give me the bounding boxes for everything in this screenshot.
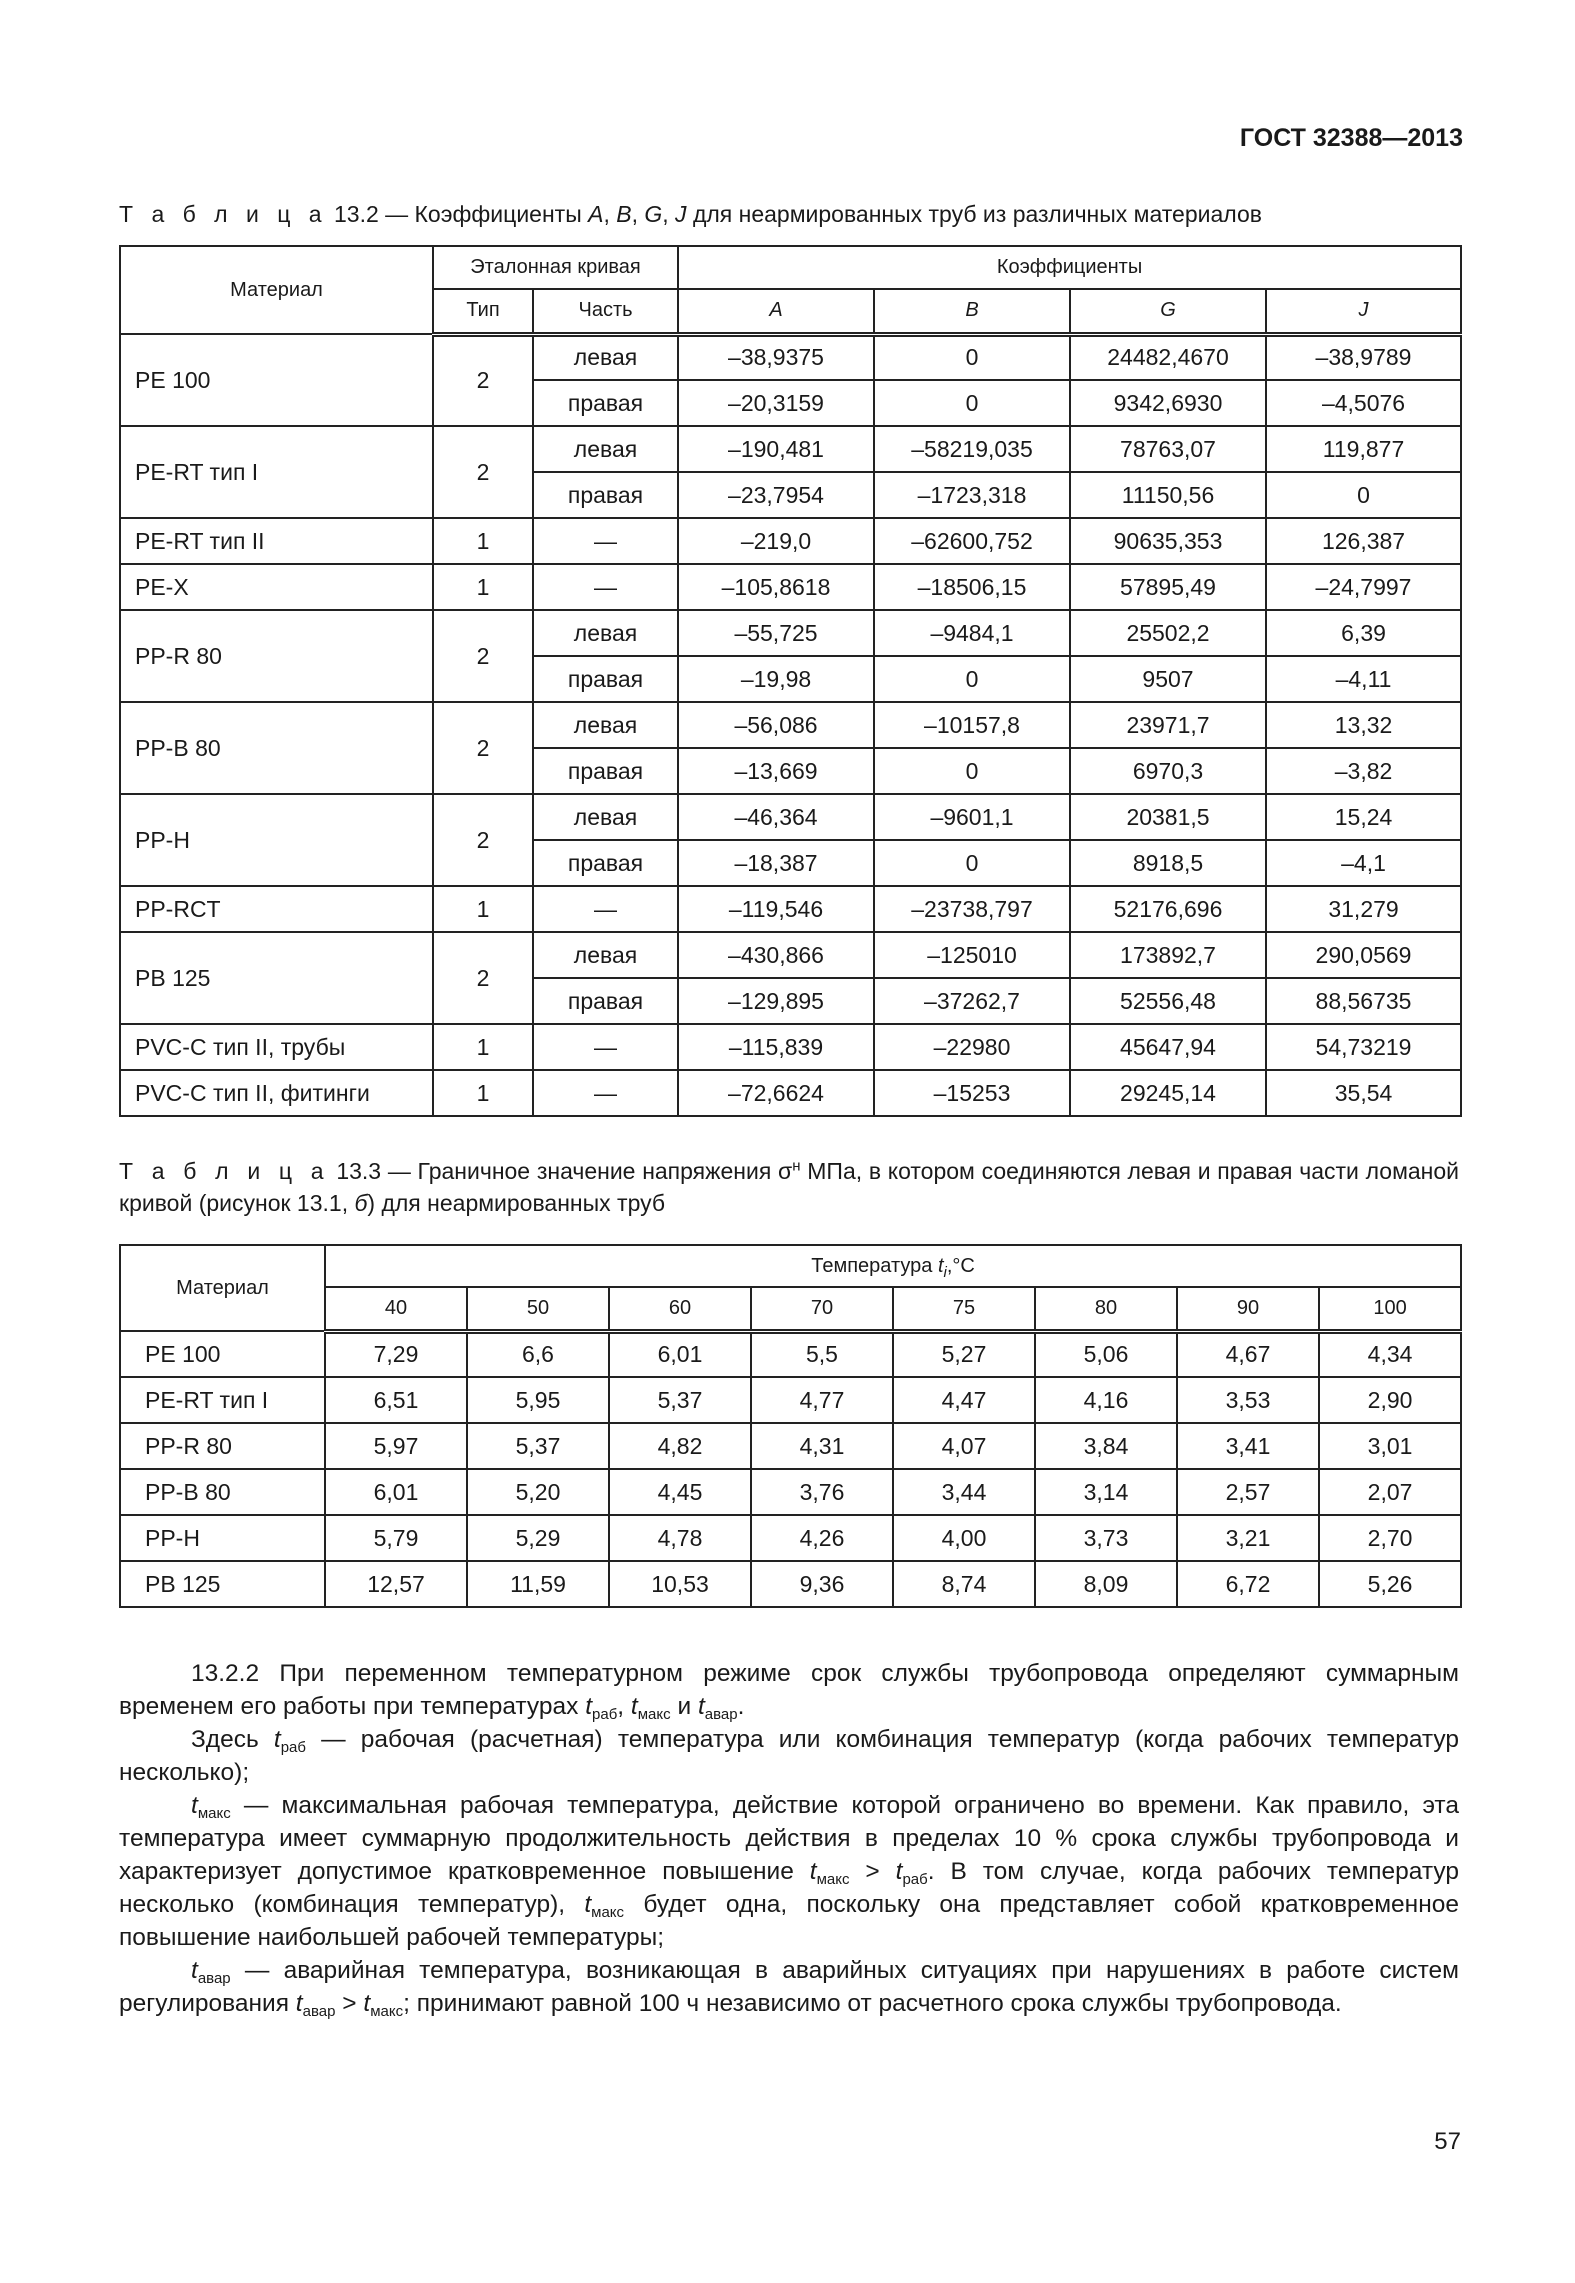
cell-part: правая <box>533 840 678 886</box>
cell-stress-value: 3,53 <box>1177 1377 1319 1423</box>
cell-type: 2 <box>433 610 533 702</box>
col-temperature-value: 80 <box>1035 1287 1177 1331</box>
table-row <box>120 1469 1461 1515</box>
cell-stress-value: 4,00 <box>893 1515 1035 1561</box>
cell-g: 173892,7 <box>1070 932 1266 978</box>
cell-stress-value: 3,44 <box>893 1469 1035 1515</box>
cell-b: –37262,7 <box>874 978 1070 1024</box>
cell-stress-value: 4,47 <box>893 1377 1035 1423</box>
cell-g: 11150,56 <box>1070 472 1266 518</box>
cell-part: — <box>533 564 678 610</box>
cell-a: –115,839 <box>678 1024 874 1070</box>
cell-stress-value: 6,6 <box>467 1331 609 1377</box>
cell-stress-value: 2,57 <box>1177 1469 1319 1515</box>
cell-a: –56,086 <box>678 702 874 748</box>
cell-part: левая <box>533 426 678 472</box>
cell-stress-value: 3,76 <box>751 1469 893 1515</box>
cell-material: PP-RCT <box>120 886 433 932</box>
table-row <box>120 932 1461 978</box>
cell-j: 126,387 <box>1266 518 1461 564</box>
cell-type: 1 <box>433 1070 533 1116</box>
table-row <box>120 426 1461 472</box>
table-row <box>120 518 1461 564</box>
cell-stress-value: 5,20 <box>467 1469 609 1515</box>
cell-material: PE 100 <box>120 1331 325 1377</box>
coefficients-table <box>119 245 1462 1117</box>
paragraph-t-maks: $t_{макс}$ — максимальная рабочая температура, действие которой ограничено во времени. Как правило, эта температура имеет суммарную продолжительность действия в пределах 10 % срока службы трубопровода и характеризует допустимое кратковременное повышение $t_{макс} > t_{раб}$. В том случае, когда рабочих температур несколько (комбинация температур), $t_{макс}$ будет одна, поскольку она представляет собой кратковременное повышение наибольшей рабочей температуры; <box>119 1792 1460 1951</box>
cell-b: 0 <box>874 656 1070 702</box>
cell-stress-value: 3,21 <box>1177 1515 1319 1561</box>
col-temperature-value: 75 <box>893 1287 1035 1331</box>
cell-g: 25502,2 <box>1070 610 1266 656</box>
cell-part: левая <box>533 932 678 978</box>
cell-stress-value: 3,73 <box>1035 1515 1177 1561</box>
col-b: B <box>874 289 1070 334</box>
cell-material: PE 100 <box>120 334 433 426</box>
cell-b: –22980 <box>874 1024 1070 1070</box>
cell-stress-value: 6,51 <box>325 1377 467 1423</box>
cell-stress-value: 4,16 <box>1035 1377 1177 1423</box>
cell-stress-value: 4,07 <box>893 1423 1035 1469</box>
table-13-2-caption: Т а б л и ц а 13.2 — Коэффициенты A, B, G, J для неармированных труб из различных материалов <box>119 201 1262 227</box>
col-temperature-value: 60 <box>609 1287 751 1331</box>
cell-part: левая <box>533 702 678 748</box>
col-a: A <box>678 289 874 334</box>
cell-b: 0 <box>874 334 1070 380</box>
cell-stress-value: 3,41 <box>1177 1423 1319 1469</box>
col-part: Часть <box>533 289 678 334</box>
cell-stress-value: 4,31 <box>751 1423 893 1469</box>
cell-stress-value: 8,74 <box>893 1561 1035 1607</box>
cell-a: –46,364 <box>678 794 874 840</box>
cell-a: –119,546 <box>678 886 874 932</box>
cell-a: –18,387 <box>678 840 874 886</box>
cell-material: PP-H <box>120 794 433 886</box>
table-row <box>120 886 1461 932</box>
cell-j: 35,54 <box>1266 1070 1461 1116</box>
cell-stress-value: 4,67 <box>1177 1331 1319 1377</box>
cell-stress-value: 5,37 <box>467 1423 609 1469</box>
cell-part: — <box>533 1024 678 1070</box>
table-row <box>120 1070 1461 1116</box>
cell-part: левая <box>533 334 678 380</box>
cell-j: 119,877 <box>1266 426 1461 472</box>
cell-j: 31,279 <box>1266 886 1461 932</box>
cell-stress-value: 4,45 <box>609 1469 751 1515</box>
cell-part: левая <box>533 794 678 840</box>
cell-stress-value: 2,90 <box>1319 1377 1461 1423</box>
cell-b: –58219,035 <box>874 426 1070 472</box>
col-material: Материал <box>120 1245 325 1331</box>
cell-g: 52556,48 <box>1070 978 1266 1024</box>
table-row <box>120 702 1461 748</box>
cell-material: PVC-C тип II, трубы <box>120 1024 433 1070</box>
cell-b: –10157,8 <box>874 702 1070 748</box>
cell-a: –23,7954 <box>678 472 874 518</box>
cell-b: 0 <box>874 748 1070 794</box>
cell-a: –19,98 <box>678 656 874 702</box>
cell-stress-value: 4,77 <box>751 1377 893 1423</box>
cell-stress-value: 3,84 <box>1035 1423 1177 1469</box>
cell-stress-value: 5,37 <box>609 1377 751 1423</box>
cell-b: –1723,318 <box>874 472 1070 518</box>
table-row <box>120 1561 1461 1607</box>
cell-material: PE-X <box>120 564 433 610</box>
cell-type: 1 <box>433 886 533 932</box>
cell-part: левая <box>533 610 678 656</box>
col-coefficients: Коэффициенты <box>678 246 1461 289</box>
cell-material: PVC-C тип II, фитинги <box>120 1070 433 1116</box>
cell-material: PE-RT тип I <box>120 426 433 518</box>
cell-g: 29245,14 <box>1070 1070 1266 1116</box>
cell-b: 0 <box>874 380 1070 426</box>
cell-b: –15253 <box>874 1070 1070 1116</box>
cell-part: правая <box>533 748 678 794</box>
cell-material: PP-B 80 <box>120 702 433 794</box>
cell-type: 2 <box>433 794 533 886</box>
cell-type: 1 <box>433 518 533 564</box>
cell-stress-value: 6,01 <box>609 1331 751 1377</box>
col-temperature-value: 100 <box>1319 1287 1461 1331</box>
cell-stress-value: 8,09 <box>1035 1561 1177 1607</box>
cell-j: –4,11 <box>1266 656 1461 702</box>
cell-j: –38,9789 <box>1266 334 1461 380</box>
cell-part: — <box>533 518 678 564</box>
cell-material: PB 125 <box>120 1561 325 1607</box>
cell-g: 23971,7 <box>1070 702 1266 748</box>
cell-stress-value: 4,78 <box>609 1515 751 1561</box>
cell-part: правая <box>533 656 678 702</box>
cell-stress-value: 4,34 <box>1319 1331 1461 1377</box>
col-reference-curve: Эталонная кривая <box>433 246 678 289</box>
cell-g: 57895,49 <box>1070 564 1266 610</box>
cell-material: PP-R 80 <box>120 610 433 702</box>
paragraph-t-rab: Здесь $t_{раб}$ — рабочая (расчетная) температура или комбинация температур (когда рабочих температур несколько); <box>119 1726 1460 1786</box>
table-row <box>120 564 1461 610</box>
cell-g: 90635,353 <box>1070 518 1266 564</box>
cell-stress-value: 3,01 <box>1319 1423 1461 1469</box>
cell-b: –18506,15 <box>874 564 1070 610</box>
cell-stress-value: 5,29 <box>467 1515 609 1561</box>
cell-stress-value: 4,26 <box>751 1515 893 1561</box>
cell-j: –4,5076 <box>1266 380 1461 426</box>
col-temperature-value: 90 <box>1177 1287 1319 1331</box>
col-j: J <box>1266 289 1461 334</box>
cell-stress-value: 5,06 <box>1035 1331 1177 1377</box>
cell-stress-value: 5,97 <box>325 1423 467 1469</box>
cell-stress-value: 4,82 <box>609 1423 751 1469</box>
cell-g: 24482,4670 <box>1070 334 1266 380</box>
table-row <box>120 610 1461 656</box>
col-material: Материал <box>120 246 433 334</box>
col-temperature-value: 50 <box>467 1287 609 1331</box>
cell-j: 15,24 <box>1266 794 1461 840</box>
cell-g: 8918,5 <box>1070 840 1266 886</box>
paragraph-t-avar: $t_{авар}$ — аварийная температура, возникающая в аварийных ситуациях при нарушениях в работе систем регулирования $t_{авар} > t_{макс}$; принимают равной 100 ч независимо от расчетного срока службы трубопровода. <box>119 1957 1459 2020</box>
cell-part: правая <box>533 978 678 1024</box>
cell-j: 54,73219 <box>1266 1024 1461 1070</box>
cell-j: 290,0569 <box>1266 932 1461 978</box>
body-text <box>119 1657 1459 2020</box>
stress-limit-table <box>119 1244 1462 1608</box>
standard-designation: ГОСТ 32388—2013 <box>1239 124 1463 152</box>
cell-part: — <box>533 886 678 932</box>
cell-stress-value: 5,95 <box>467 1377 609 1423</box>
cell-stress-value: 5,27 <box>893 1331 1035 1377</box>
cell-material: PE-RT тип II <box>120 518 433 564</box>
table-row <box>120 1024 1461 1070</box>
cell-j: –3,82 <box>1266 748 1461 794</box>
paragraph-13-2-2: 13.2.2 При переменном температурном режиме срок службы трубопровода определяют суммарным временем его работы при температурах $t_{раб}$, $t_{макс}$ и $t_{авар}$. <box>119 1660 1459 1723</box>
cell-g: 52176,696 <box>1070 886 1266 932</box>
cell-material: PP-H <box>120 1515 325 1561</box>
table-13-3-caption: Т а б л и ц а 13.3 — Граничное значение напряжения $\sigma^н$ МПа, в котором соединяются левая и правая части ломаной кривой (рисунок 13.1, б) для неармированных труб <box>119 1157 1460 1216</box>
cell-a: –72,6624 <box>678 1070 874 1116</box>
cell-stress-value: 2,07 <box>1319 1469 1461 1515</box>
cell-a: –190,481 <box>678 426 874 472</box>
cell-g: 9342,6930 <box>1070 380 1266 426</box>
cell-a: –55,725 <box>678 610 874 656</box>
cell-a: –430,866 <box>678 932 874 978</box>
cell-stress-value: 12,57 <box>325 1561 467 1607</box>
cell-a: –38,9375 <box>678 334 874 380</box>
cell-a: –219,0 <box>678 518 874 564</box>
cell-material: PP-B 80 <box>120 1469 325 1515</box>
cell-b: –125010 <box>874 932 1070 978</box>
cell-material: PB 125 <box>120 932 433 1024</box>
table-row <box>120 1423 1461 1469</box>
cell-stress-value: 5,26 <box>1319 1561 1461 1607</box>
cell-b: –62600,752 <box>874 518 1070 564</box>
cell-j: 13,32 <box>1266 702 1461 748</box>
cell-b: –23738,797 <box>874 886 1070 932</box>
cell-part: правая <box>533 472 678 518</box>
cell-a: –13,669 <box>678 748 874 794</box>
cell-a: –20,3159 <box>678 380 874 426</box>
cell-stress-value: 9,36 <box>751 1561 893 1607</box>
cell-j: 88,56735 <box>1266 978 1461 1024</box>
cell-stress-value: 6,01 <box>325 1469 467 1515</box>
cell-type: 2 <box>433 932 533 1024</box>
cell-material: PE-RT тип I <box>120 1377 325 1423</box>
cell-g: 78763,07 <box>1070 426 1266 472</box>
table-row <box>120 794 1461 840</box>
cell-type: 2 <box>433 426 533 518</box>
col-temperature: Температура $t_i,^\circ C$ <box>325 1245 1461 1287</box>
cell-stress-value: 6,72 <box>1177 1561 1319 1607</box>
cell-type: 2 <box>433 334 533 426</box>
col-type: Тип <box>433 289 533 334</box>
col-temperature-value: 40 <box>325 1287 467 1331</box>
col-temperature-value: 70 <box>751 1287 893 1331</box>
cell-b: 0 <box>874 840 1070 886</box>
table-row <box>120 1331 1461 1377</box>
cell-type: 1 <box>433 564 533 610</box>
cell-g: 9507 <box>1070 656 1266 702</box>
col-g: G <box>1070 289 1266 334</box>
cell-type: 1 <box>433 1024 533 1070</box>
cell-j: 6,39 <box>1266 610 1461 656</box>
cell-material: PP-R 80 <box>120 1423 325 1469</box>
cell-stress-value: 11,59 <box>467 1561 609 1607</box>
cell-stress-value: 5,79 <box>325 1515 467 1561</box>
cell-b: –9484,1 <box>874 610 1070 656</box>
cell-b: –9601,1 <box>874 794 1070 840</box>
cell-stress-value: 2,70 <box>1319 1515 1461 1561</box>
cell-a: –129,895 <box>678 978 874 1024</box>
cell-stress-value: 10,53 <box>609 1561 751 1607</box>
cell-a: –105,8618 <box>678 564 874 610</box>
cell-part: — <box>533 1070 678 1116</box>
cell-part: правая <box>533 380 678 426</box>
cell-g: 45647,94 <box>1070 1024 1266 1070</box>
page-number: 57 <box>1434 2128 1461 2155</box>
cell-j: –24,7997 <box>1266 564 1461 610</box>
cell-type: 2 <box>433 702 533 794</box>
cell-stress-value: 7,29 <box>325 1331 467 1377</box>
table-row <box>120 1515 1461 1561</box>
cell-j: –4,1 <box>1266 840 1461 886</box>
cell-j: 0 <box>1266 472 1461 518</box>
cell-g: 6970,3 <box>1070 748 1266 794</box>
cell-g: 20381,5 <box>1070 794 1266 840</box>
cell-stress-value: 3,14 <box>1035 1469 1177 1515</box>
table-row <box>120 334 1461 380</box>
cell-stress-value: 5,5 <box>751 1331 893 1377</box>
table-row <box>120 1377 1461 1423</box>
